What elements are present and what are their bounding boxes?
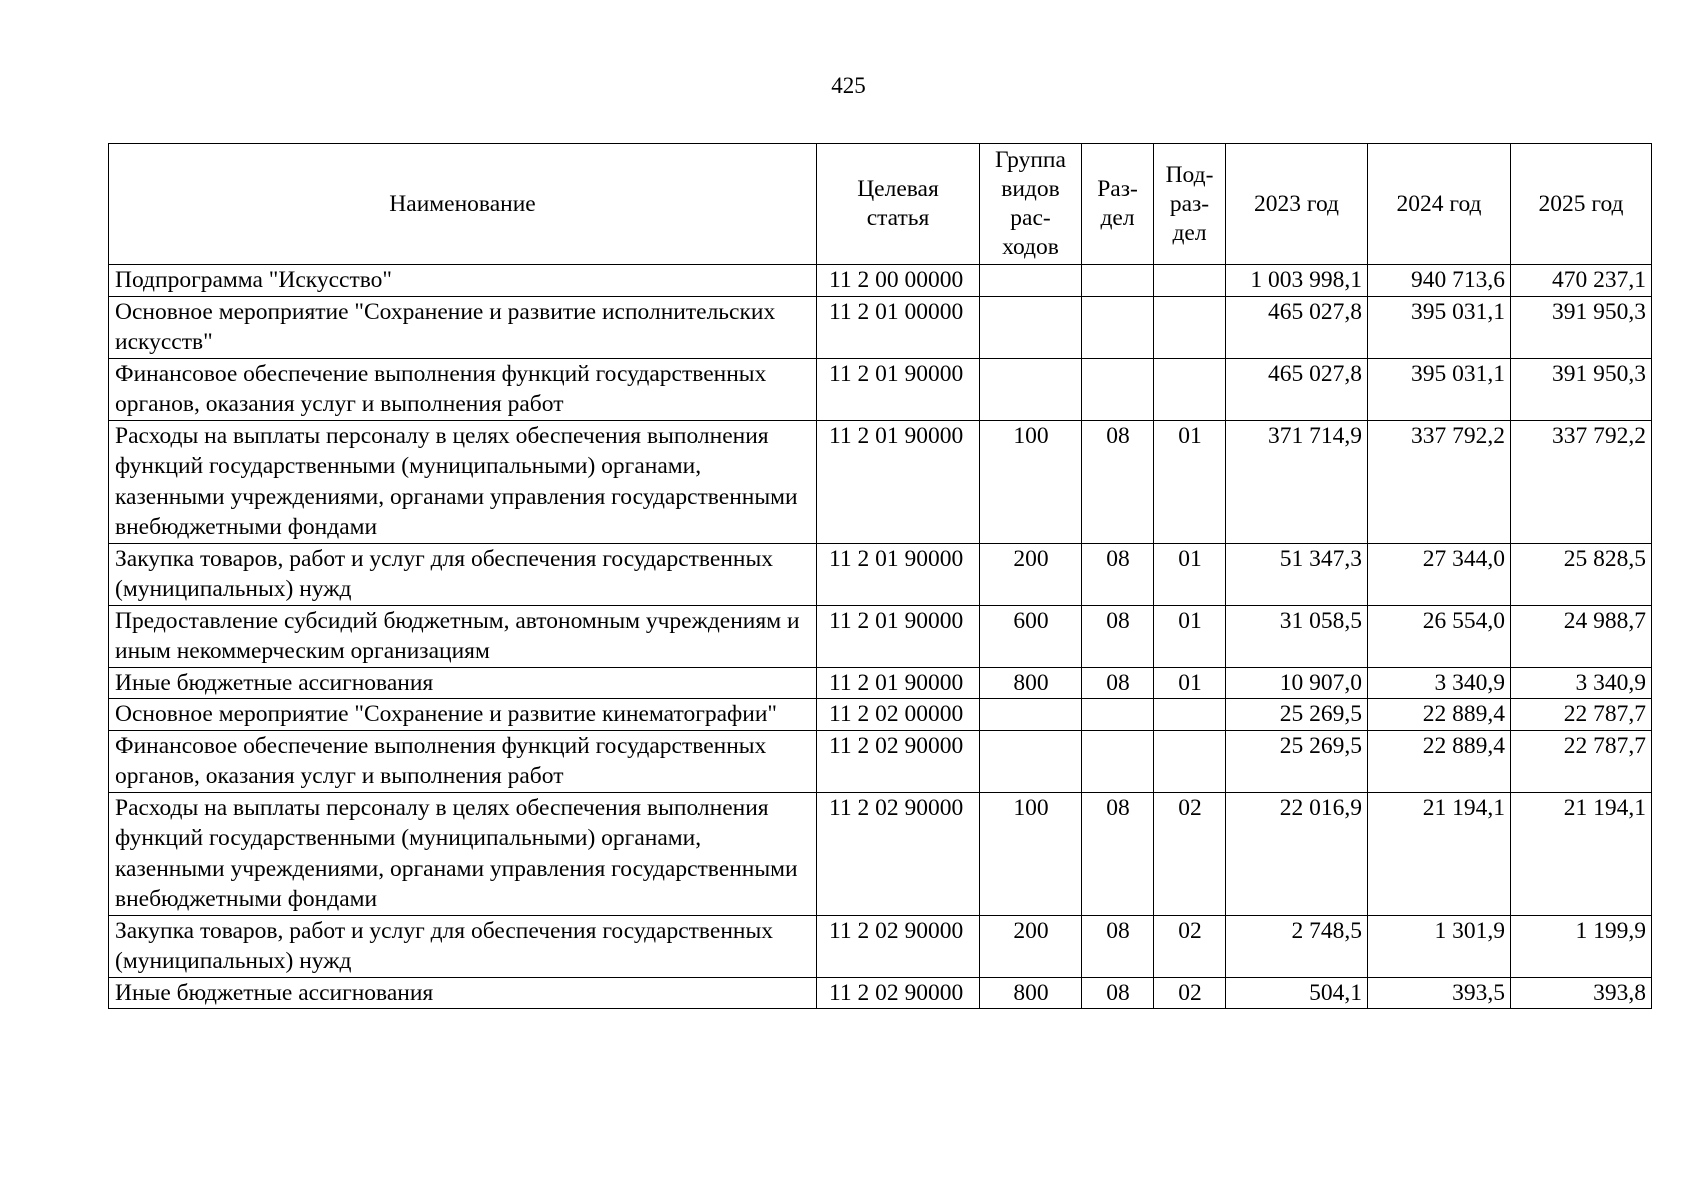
cell-2025: 470 237,1 <box>1511 265 1652 297</box>
cell-2025: 25 828,5 <box>1511 543 1652 605</box>
table-row <box>109 792 1652 915</box>
cell-subsection: 01 <box>1154 543 1226 605</box>
table-row <box>109 296 1652 358</box>
table-row <box>109 420 1652 543</box>
cell-2023: 465 027,8 <box>1226 358 1368 420</box>
table-row <box>109 730 1652 792</box>
cell-name: Основное мероприятие "Сохранение и развитие исполнительских искусств" <box>109 296 817 358</box>
cell-target: 11 2 01 00000 <box>817 296 980 358</box>
cell-2024: 393,5 <box>1368 977 1511 1009</box>
cell-name: Иные бюджетные ассигнования <box>109 977 817 1009</box>
cell-section <box>1082 296 1154 358</box>
cell-target: 11 2 02 90000 <box>817 792 980 915</box>
table-row <box>109 977 1652 1009</box>
table-row <box>109 358 1652 420</box>
cell-2023: 1 003 998,1 <box>1226 265 1368 297</box>
cell-2023: 25 269,5 <box>1226 730 1368 792</box>
cell-section <box>1082 699 1154 731</box>
cell-target: 11 2 01 90000 <box>817 358 980 420</box>
table-row <box>109 915 1652 977</box>
cell-2024: 22 889,4 <box>1368 699 1511 731</box>
cell-subsection: 02 <box>1154 792 1226 915</box>
cell-target: 11 2 02 90000 <box>817 915 980 977</box>
cell-section: 08 <box>1082 667 1154 699</box>
cell-2023: 31 058,5 <box>1226 605 1368 667</box>
cell-2023: 504,1 <box>1226 977 1368 1009</box>
cell-2025: 3 340,9 <box>1511 667 1652 699</box>
cell-section: 08 <box>1082 543 1154 605</box>
cell-2025: 337 792,2 <box>1511 420 1652 543</box>
cell-group <box>980 358 1082 420</box>
cell-subsection: 02 <box>1154 977 1226 1009</box>
cell-target: 11 2 01 90000 <box>817 667 980 699</box>
cell-2024: 395 031,1 <box>1368 296 1511 358</box>
cell-target: 11 2 02 00000 <box>817 699 980 731</box>
cell-2023: 51 347,3 <box>1226 543 1368 605</box>
cell-2024: 22 889,4 <box>1368 730 1511 792</box>
cell-2024: 21 194,1 <box>1368 792 1511 915</box>
cell-2023: 22 016,9 <box>1226 792 1368 915</box>
header-2025: 2025 год <box>1511 144 1652 265</box>
cell-2025: 24 988,7 <box>1511 605 1652 667</box>
cell-2025: 1 199,9 <box>1511 915 1652 977</box>
cell-subsection: 02 <box>1154 915 1226 977</box>
cell-2025: 391 950,3 <box>1511 358 1652 420</box>
cell-subsection: 01 <box>1154 667 1226 699</box>
cell-2024: 1 301,9 <box>1368 915 1511 977</box>
cell-section <box>1082 358 1154 420</box>
cell-name: Финансовое обеспечение выполнения функций государственных органов, оказания услуг и выполнения работ <box>109 730 817 792</box>
cell-2025: 21 194,1 <box>1511 792 1652 915</box>
cell-target: 11 2 01 90000 <box>817 543 980 605</box>
cell-2023: 371 714,9 <box>1226 420 1368 543</box>
budget-table <box>108 143 1652 1009</box>
cell-group: 800 <box>980 667 1082 699</box>
cell-2023: 10 907,0 <box>1226 667 1368 699</box>
cell-2024: 395 031,1 <box>1368 358 1511 420</box>
cell-section: 08 <box>1082 420 1154 543</box>
cell-subsection <box>1154 730 1226 792</box>
cell-name: Расходы на выплаты персоналу в целях обеспечения выполнения функций государственными (муниципальными) органами, казенными учреждениями, органами управления государственными внебюджетными фондами <box>109 792 817 915</box>
cell-name: Закупка товаров, работ и услуг для обеспечения государственных (муниципальных) нужд <box>109 915 817 977</box>
table-row <box>109 699 1652 731</box>
cell-section: 08 <box>1082 915 1154 977</box>
header-row <box>109 144 1652 265</box>
cell-2023: 465 027,8 <box>1226 296 1368 358</box>
cell-section: 08 <box>1082 605 1154 667</box>
header-section: Раз- дел <box>1082 144 1154 265</box>
cell-target: 11 2 01 90000 <box>817 420 980 543</box>
cell-2024: 337 792,2 <box>1368 420 1511 543</box>
table-row <box>109 265 1652 297</box>
cell-group <box>980 699 1082 731</box>
cell-group <box>980 730 1082 792</box>
cell-2023: 25 269,5 <box>1226 699 1368 731</box>
header-group: Группа видов рас- ходов <box>980 144 1082 265</box>
cell-group <box>980 265 1082 297</box>
cell-subsection: 01 <box>1154 420 1226 543</box>
cell-name: Закупка товаров, работ и услуг для обеспечения государственных (муниципальных) нужд <box>109 543 817 605</box>
cell-subsection: 01 <box>1154 605 1226 667</box>
table-row <box>109 667 1652 699</box>
cell-name: Иные бюджетные ассигнования <box>109 667 817 699</box>
cell-section <box>1082 730 1154 792</box>
cell-2025: 22 787,7 <box>1511 730 1652 792</box>
cell-group <box>980 296 1082 358</box>
cell-2025: 22 787,7 <box>1511 699 1652 731</box>
table-row <box>109 543 1652 605</box>
cell-group: 800 <box>980 977 1082 1009</box>
cell-2023: 2 748,5 <box>1226 915 1368 977</box>
cell-2024: 940 713,6 <box>1368 265 1511 297</box>
header-subsection: Под- раз- дел <box>1154 144 1226 265</box>
cell-section: 08 <box>1082 977 1154 1009</box>
cell-subsection <box>1154 296 1226 358</box>
cell-name: Основное мероприятие "Сохранение и развитие кинематографии" <box>109 699 817 731</box>
cell-group: 600 <box>980 605 1082 667</box>
header-2023: 2023 год <box>1226 144 1368 265</box>
cell-2025: 393,8 <box>1511 977 1652 1009</box>
cell-subsection <box>1154 699 1226 731</box>
header-name: Наименование <box>109 144 817 265</box>
cell-2024: 27 344,0 <box>1368 543 1511 605</box>
header-2024: 2024 год <box>1368 144 1511 265</box>
cell-subsection <box>1154 265 1226 297</box>
table-row <box>109 605 1652 667</box>
cell-name: Подпрограмма "Искусство" <box>109 265 817 297</box>
cell-2025: 391 950,3 <box>1511 296 1652 358</box>
cell-name: Расходы на выплаты персоналу в целях обеспечения выполнения функций государственными (муниципальными) органами, казенными учреждениями, органами управления государственными внебюджетными фондами <box>109 420 817 543</box>
cell-section <box>1082 265 1154 297</box>
cell-target: 11 2 01 90000 <box>817 605 980 667</box>
cell-target: 11 2 02 90000 <box>817 977 980 1009</box>
cell-name: Предоставление субсидий бюджетным, автономным учреждениям и иным некоммерческим организациям <box>109 605 817 667</box>
cell-group: 100 <box>980 792 1082 915</box>
cell-2024: 26 554,0 <box>1368 605 1511 667</box>
cell-2024: 3 340,9 <box>1368 667 1511 699</box>
cell-name: Финансовое обеспечение выполнения функций государственных органов, оказания услуг и выполнения работ <box>109 358 817 420</box>
cell-group: 100 <box>980 420 1082 543</box>
cell-target: 11 2 02 90000 <box>817 730 980 792</box>
cell-target: 11 2 00 00000 <box>817 265 980 297</box>
cell-section: 08 <box>1082 792 1154 915</box>
page-number: 425 <box>831 73 866 98</box>
cell-group: 200 <box>980 543 1082 605</box>
cell-subsection <box>1154 358 1226 420</box>
header-target: Целевая статья <box>817 144 980 265</box>
cell-group: 200 <box>980 915 1082 977</box>
